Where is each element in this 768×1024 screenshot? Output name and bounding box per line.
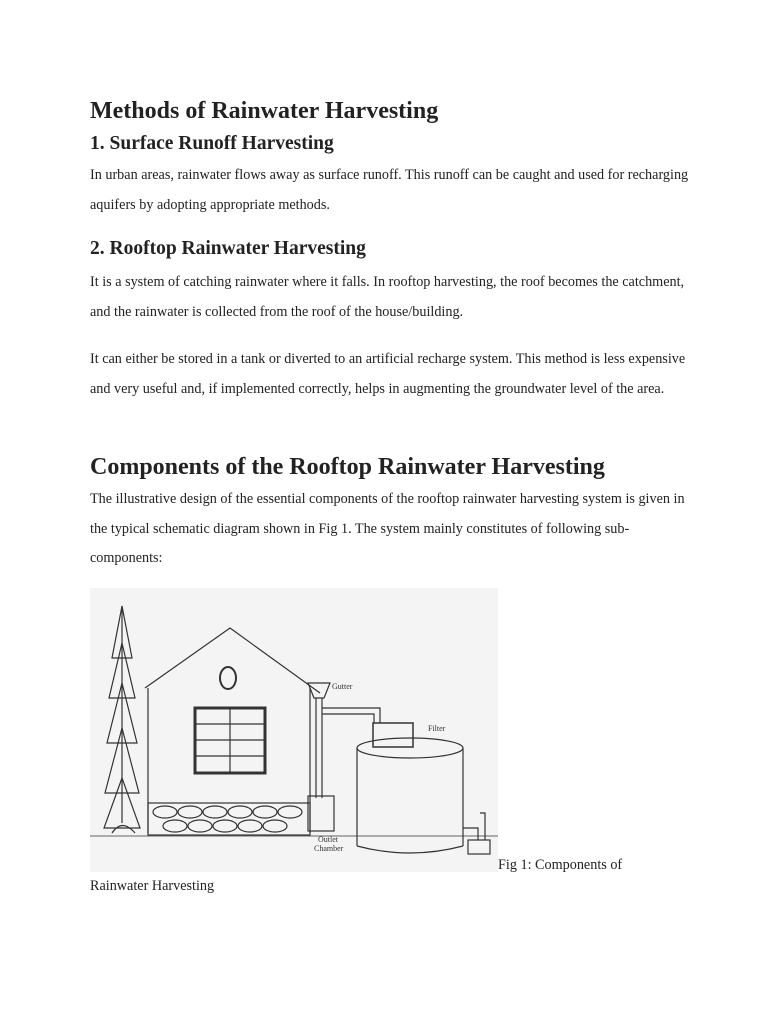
label-gutter: Gutter — [332, 682, 353, 691]
components-heading: Components of the Rooftop Rainwater Harvesting — [90, 454, 605, 480]
section-heading-rooftop: 2. Rooftop Rainwater Harvesting — [90, 238, 366, 259]
label-filter: Filter — [428, 724, 446, 733]
label-outlet: Outlet — [318, 835, 338, 844]
label-chamber: Chamber — [314, 844, 344, 853]
rooftop-paragraph-1: It is a system of catching rainwater where it falls. In rooftop harvesting, the roof becomes the catchment, and the rainwater is collected from the roof of the house/building. — [90, 274, 685, 320]
page-title: Methods of Rainwater Harvesting — [90, 98, 439, 124]
section-heading-surface-runoff: 1. Surface Runoff Harvesting — [90, 133, 334, 154]
surface-runoff-paragraph: In urban areas, rainwater flows away as surface runoff. This runoff can be caught and used for recharging aquifers by adopting appropriate methods. — [90, 167, 689, 213]
rooftop-paragraph-2: It can either be stored in a tank or diverted to an artificial recharge system. This method is less expensive and very useful and, if implemented correctly, helps in augmenting the groundwater level of the area. — [90, 351, 686, 397]
figure-caption-line-1: Fig 1: Components of — [498, 857, 623, 873]
components-paragraph: The illustrative design of the essential components of the rooftop rainwater harvesting system is given in the typical schematic diagram shown in Fig 1. The system mainly constitutes of following sub-components: — [90, 491, 685, 566]
figure-caption-line-2: Rainwater Harvesting — [90, 878, 215, 894]
rainwater-harvesting-diagram — [90, 588, 498, 872]
